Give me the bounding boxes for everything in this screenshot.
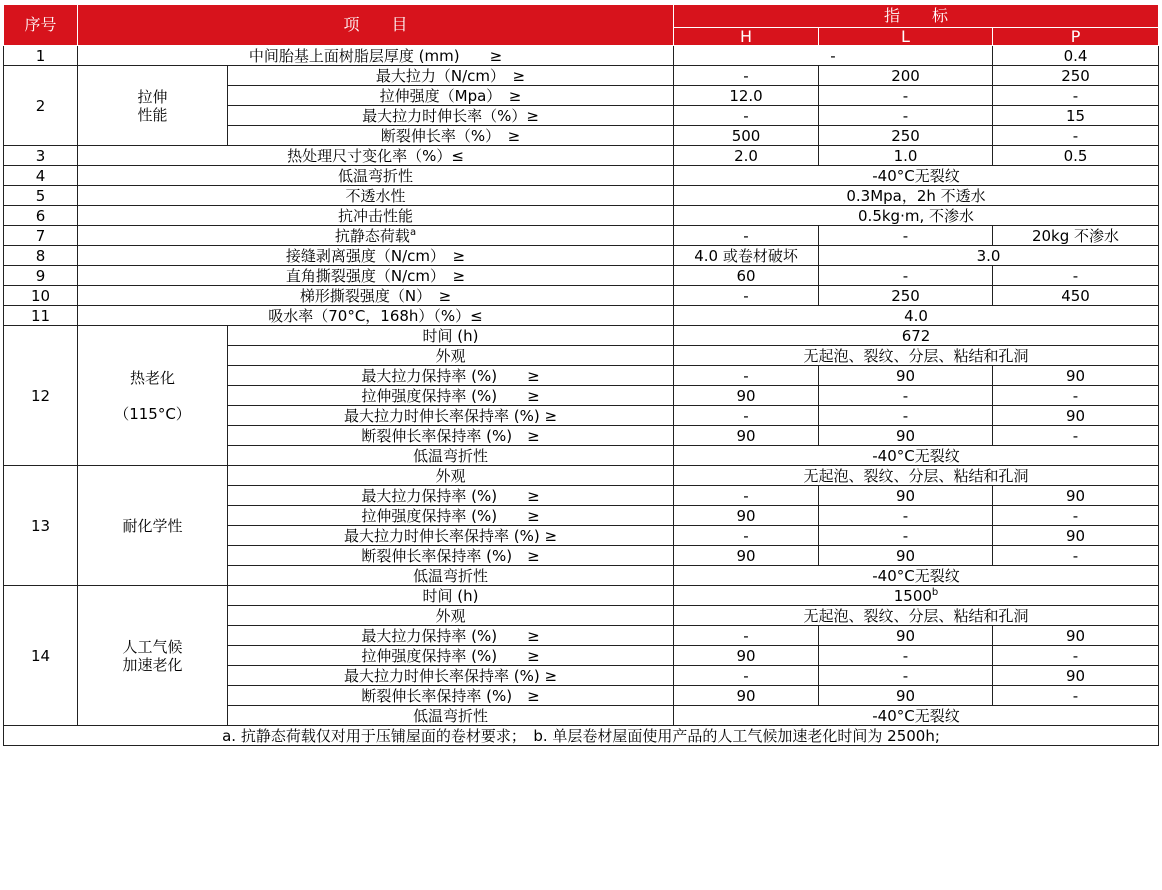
cell-l: - [819,646,993,666]
row-item: 最大拉力时伸长率保持率 (%) ≥ [228,526,674,546]
row-item: 吸水率（70°C，168h）（%）≤ [78,306,674,326]
cell-p: - [993,506,1159,526]
row-no: 8 [4,246,78,266]
row-item: 外观 [228,346,674,366]
row-no: 7 [4,226,78,246]
cell-all: 无起泡、裂纹、分层、粘结和孔洞 [674,466,1159,486]
cell-p: 90 [993,666,1159,686]
cell-h: 4.0 或卷材破坏 [674,246,819,266]
cell-l: 250 [819,286,993,306]
header-grade-h: H [674,28,819,46]
row-item: 最大拉力时伸长率保持率 (%) ≥ [228,666,674,686]
row-item: 最大拉力（N/cm） ≥ [228,66,674,86]
row-item: 抗冲击性能 [78,206,674,226]
row-item: 断裂伸长率（%） ≥ [228,126,674,146]
spec-table [3,4,1159,746]
table-row [4,286,1159,306]
cell-hl: - [674,46,993,66]
group-text: 热老化 （115°C） [114,368,191,423]
cell-all: -40°C无裂纹 [674,446,1159,466]
cell-l: 90 [819,626,993,646]
cell-h: - [674,526,819,546]
header-indicator: 指 标 [674,5,1159,28]
row-item: 低温弯折性 [228,446,674,466]
cell-h: - [674,406,819,426]
group-text: 耐化学性 [122,516,183,535]
table-row [4,186,1159,206]
cell-value: 1500 [893,586,932,605]
row-item: 直角撕裂强度（N/cm） ≥ [78,266,674,286]
cell-h: 90 [674,506,819,526]
row-item: 时间 (h) [228,586,674,606]
cell-p: - [993,126,1159,146]
cell-all: -40°C无裂纹 [674,706,1159,726]
table-row [4,166,1159,186]
footnote-row [4,726,1159,746]
cell-p: 90 [993,526,1159,546]
row-no: 13 [4,466,78,586]
row-item: 接缝剥离强度（N/cm） ≥ [78,246,674,266]
cell-l: - [819,506,993,526]
cell-h: 90 [674,686,819,706]
cell-lp: 3.0 [819,246,1159,266]
row-item: 拉伸强度保持率 (%) ≥ [228,646,674,666]
row-item: 拉伸强度保持率 (%) ≥ [228,386,674,406]
row-item: 断裂伸长率保持率 (%) ≥ [228,686,674,706]
header-row [4,5,1159,28]
cell-l: 90 [819,686,993,706]
table-row [4,246,1159,266]
cell-all: -40°C无裂纹 [674,566,1159,586]
cell-all: 0.3Mpa，2h 不透水 [674,186,1159,206]
cell-l: - [819,226,993,246]
row-item [78,226,674,246]
table-row [4,66,1159,86]
row-item: 热处理尺寸变化率（%）≤ [78,146,674,166]
footnote-mark-b: b [931,586,939,598]
header-no: 序号 [4,5,78,46]
table-row [4,46,1159,66]
table-row [4,586,1159,606]
cell-l: - [819,266,993,286]
header-item: 项 目 [78,5,674,46]
cell-h: 90 [674,386,819,406]
cell-h: - [674,666,819,686]
row-item-text: 抗静态荷载 [334,226,410,245]
cell-h: 90 [674,646,819,666]
group-label [78,66,228,146]
cell-l: - [819,666,993,686]
cell-p: - [993,386,1159,406]
cell-p: 450 [993,286,1159,306]
group-label [78,586,228,726]
row-item: 拉伸强度（Mpa） ≥ [228,86,674,106]
group-text: 人工气候 加速老化 [122,637,183,674]
cell-h: 12.0 [674,86,819,106]
row-item: 梯形撕裂强度（N） ≥ [78,286,674,306]
cell-h: - [674,366,819,386]
cell-all: 无起泡、裂纹、分层、粘结和孔洞 [674,606,1159,626]
cell-h: - [674,66,819,86]
cell-p: 90 [993,366,1159,386]
cell-l: 90 [819,546,993,566]
table-row [4,466,1159,486]
cell-all: 无起泡、裂纹、分层、粘结和孔洞 [674,346,1159,366]
table-row [4,146,1159,166]
cell-l: 250 [819,126,993,146]
row-item: 最大拉力保持率 (%) ≥ [228,626,674,646]
row-item: 低温弯折性 [228,566,674,586]
cell-p: - [993,646,1159,666]
row-item: 最大拉力时伸长率保持率 (%) ≥ [228,406,674,426]
row-no: 1 [4,46,78,66]
row-item: 时间 (h) [228,326,674,346]
row-no: 4 [4,166,78,186]
row-item: 不透水性 [78,186,674,206]
group-text: 拉伸 性能 [137,87,168,124]
row-no: 9 [4,266,78,286]
cell-l: - [819,106,993,126]
row-no: 10 [4,286,78,306]
cell-l: 200 [819,66,993,86]
group-label [78,466,228,586]
cell-h: - [674,286,819,306]
table-row [4,206,1159,226]
cell-p: 0.4 [993,46,1159,66]
cell-p: 0.5 [993,146,1159,166]
row-item: 拉伸强度保持率 (%) ≥ [228,506,674,526]
cell-h: - [674,486,819,506]
cell-p: 90 [993,626,1159,646]
cell-l: 90 [819,426,993,446]
cell-l: 1.0 [819,146,993,166]
cell-h: 500 [674,126,819,146]
row-item: 中间胎基上面树脂层厚度 (mm) ≥ [78,46,674,66]
cell-h: 2.0 [674,146,819,166]
row-no: 11 [4,306,78,326]
row-item: 最大拉力保持率 (%) ≥ [228,486,674,506]
row-no: 14 [4,586,78,726]
cell-all [674,586,1159,606]
cell-p: - [993,686,1159,706]
row-item: 最大拉力时伸长率（%）≥ [228,106,674,126]
row-item: 低温弯折性 [78,166,674,186]
row-item: 断裂伸长率保持率 (%) ≥ [228,546,674,566]
cell-h: - [674,106,819,126]
cell-p: - [993,266,1159,286]
cell-h: 90 [674,426,819,446]
cell-l: - [819,526,993,546]
footnote: a. 抗静态荷载仅对用于压铺屋面的卷材要求； b. 单层卷材屋面使用产品的人工气候加速老化时间为 2500h; [4,726,1159,746]
cell-l: - [819,406,993,426]
table-row [4,266,1159,286]
cell-h: 60 [674,266,819,286]
table-row [4,226,1159,246]
table-row [4,306,1159,326]
cell-all: 0.5kg·m, 不渗水 [674,206,1159,226]
cell-p: - [993,86,1159,106]
cell-l: - [819,386,993,406]
header-grade-p: P [993,28,1159,46]
row-no: 3 [4,146,78,166]
cell-l: 90 [819,366,993,386]
cell-h: - [674,626,819,646]
cell-all: -40°C无裂纹 [674,166,1159,186]
cell-p: - [993,426,1159,446]
row-item: 断裂伸长率保持率 (%) ≥ [228,426,674,446]
cell-h: 90 [674,546,819,566]
row-item: 外观 [228,466,674,486]
cell-l: 90 [819,486,993,506]
row-item: 外观 [228,606,674,626]
header-grade-l: L [819,28,993,46]
table-row [4,326,1159,346]
cell-h: - [674,226,819,246]
cell-all: 4.0 [674,306,1159,326]
row-no: 5 [4,186,78,206]
cell-l: - [819,86,993,106]
footnote-mark-a: a [409,226,417,238]
row-no: 6 [4,206,78,226]
group-label [78,326,228,466]
cell-p: - [993,546,1159,566]
row-no: 2 [4,66,78,146]
cell-all: 672 [674,326,1159,346]
row-item: 最大拉力保持率 (%) ≥ [228,366,674,386]
cell-p: 20kg 不渗水 [993,226,1159,246]
row-no: 12 [4,326,78,466]
cell-p: 90 [993,486,1159,506]
cell-p: 15 [993,106,1159,126]
row-item: 低温弯折性 [228,706,674,726]
cell-p: 250 [993,66,1159,86]
cell-p: 90 [993,406,1159,426]
